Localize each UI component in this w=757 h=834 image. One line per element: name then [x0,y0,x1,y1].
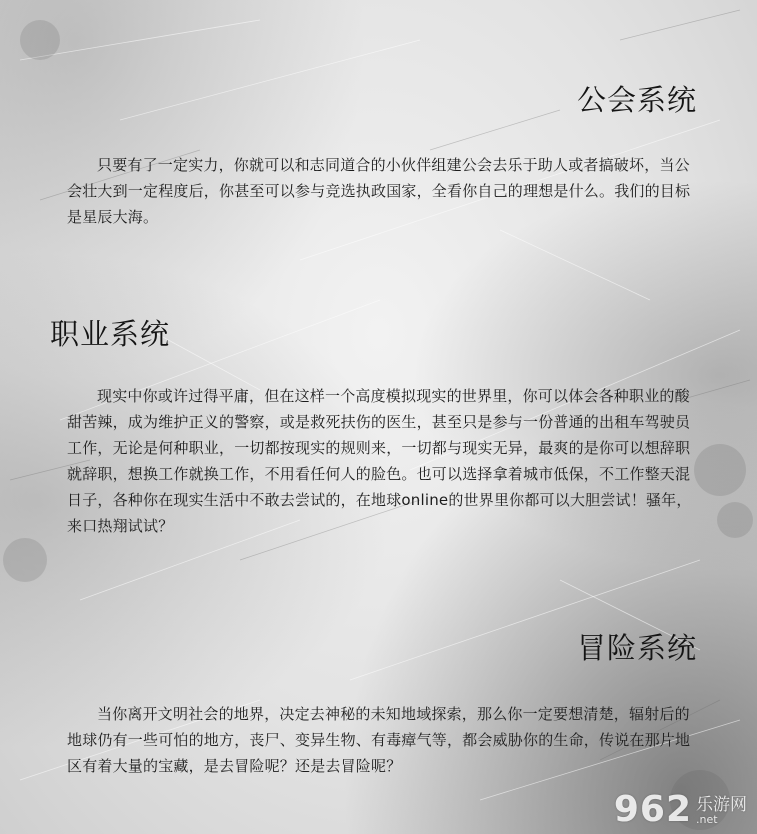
watermark-text-group [696,796,747,826]
watermark-number: 962 [613,789,692,830]
watermark-domain: .net [696,813,718,826]
career-system-paragraph: 现实中你或许过得平庸，但在这样一个高度模拟现实的世界里，你可以体会各种职业的酸甜苦辣，成为维护正义的警察，或是救死扶伤的医生，甚至只是参与一份普通的出租车驾驶员工作，无论是何种职业，一切都按现实的规则来，一切都与现实无异，最爽的是你可以想辞职就辞职，想换工作就换工作，不用看任何人的脸色。也可以选择拿着城市低保，不工作整天混日子，各种你在现实生活中不敢去尝试的，在地球online的世界里你都可以大胆尝试！骚年，来口热翔试试？ [67,387,692,535]
watermark-site-name: 乐游网 [696,795,747,815]
adventure-system-title: 冒险系统 [576,631,697,665]
guild-system-paragraph: 只要有了一定实力，你就可以和志同道合的小伙伴组建公会去乐于助人或者搞破坏，当公会壮大到一定程度后，你甚至可以参与竞选执政国家，全看你自己的理想是什么。我们的目标是星辰大海。 [67,156,691,226]
site-watermark-logo [613,789,747,830]
guild-system-title: 公会系统 [576,83,697,117]
adventure-system-paragraph: 当你离开文明社会的地界，决定去神秘的未知地域探索，那么你一定要想清楚，辐射后的地球仍有一些可怕的地方，丧尸、变异生物、有毒瘴气等，都会威胁你的生命，传说在那片地区有着大量的宝藏，是去冒险呢？还是去冒险呢？ [67,705,691,775]
career-system-title: 职业系统 [50,317,171,351]
